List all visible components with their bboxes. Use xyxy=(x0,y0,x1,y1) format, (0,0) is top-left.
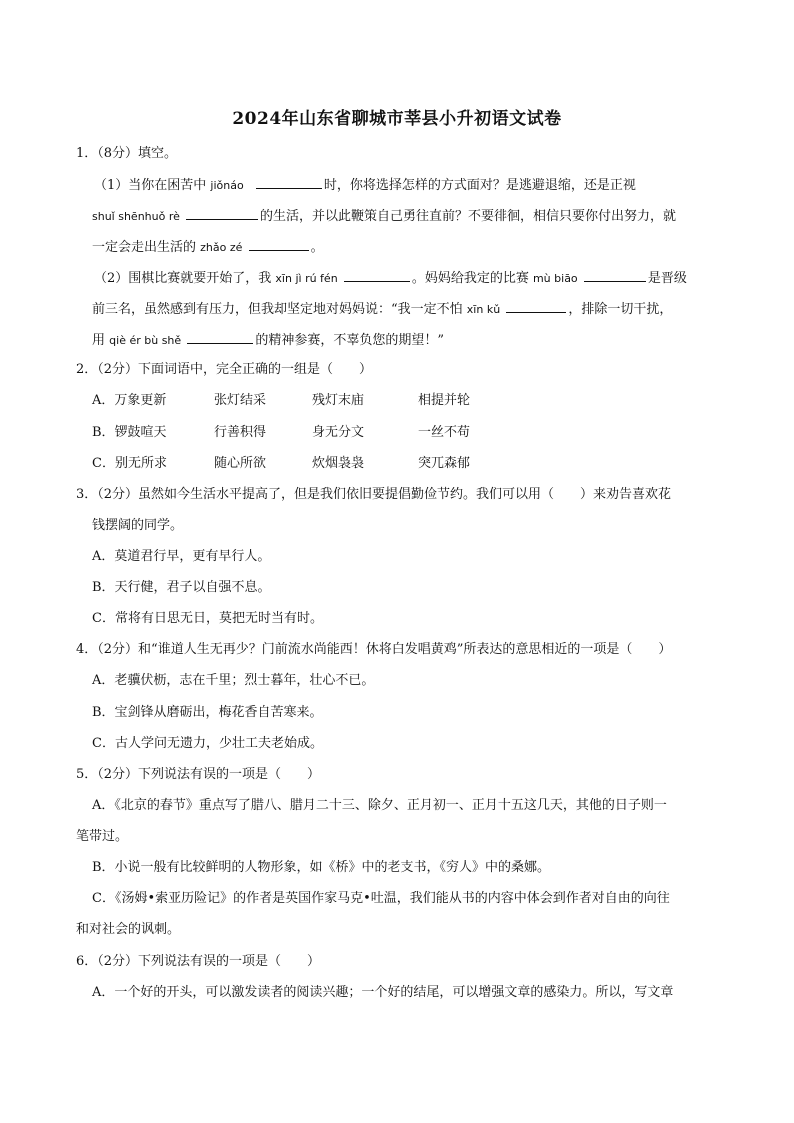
pinyin: xīn jì rú fén xyxy=(275,272,338,285)
q1-part1-line3 xyxy=(92,236,324,258)
q2-option-a[interactable] xyxy=(92,391,470,411)
pinyin: xīn kǔ xyxy=(466,303,501,316)
q1-part2-line2 xyxy=(92,298,672,320)
q1-text: ，排除一切干扰， xyxy=(568,302,673,317)
option-word: 相提并轮 xyxy=(418,393,471,408)
q4-option-c[interactable]: C．古人学问无遗力，少壮工夫老始成。 xyxy=(92,736,323,751)
q5-option-b[interactable]: B．小说一般有比较鲜明的人物形象，如《桥》中的老支书，《穷人》中的桑娜。 xyxy=(92,860,551,875)
q4-option-b[interactable]: B．宝剑锋从磨砺出，梅花香自苦寒来。 xyxy=(92,705,323,720)
q1-part2-line1 xyxy=(94,267,687,289)
q1-text: 前三名，虽然感到有压力，但我却坚定地对妈妈说：“我一定不怕 xyxy=(92,302,463,317)
q6-option-a[interactable]: A．一个好的开头，可以激发读者的阅读兴趣；一个好的结尾，可以增强文章的感染力。所以，写文章 xyxy=(92,985,674,1000)
q3-option-a[interactable]: A．莫道君行早，更有早行人。 xyxy=(92,549,271,564)
answer-blank[interactable] xyxy=(256,174,322,189)
q1-text: 用 xyxy=(92,333,106,348)
option-word: C．别无所求 xyxy=(92,456,167,471)
option-word: B．锣鼓喧天 xyxy=(92,425,167,440)
q1-part2-line3 xyxy=(92,329,444,351)
q1-text: 一定会走出生活的 xyxy=(92,240,197,255)
q1-text: 时，你将选择怎样的方式面对？是逃避退缩，还是正视 xyxy=(323,178,636,193)
q4-option-a[interactable]: A．老骥伏枥，志在千里；烈士暮年，壮心不已。 xyxy=(92,673,375,688)
option-word: 随心所欲 xyxy=(214,456,267,471)
q1-part1-line1 xyxy=(94,174,636,196)
pinyin: zhǎo zé xyxy=(200,241,243,254)
q1-text: （2）围棋比赛就要开始了，我 xyxy=(94,271,272,286)
answer-blank[interactable] xyxy=(249,236,309,251)
pinyin: mù biāo xyxy=(532,272,578,285)
q2-heading: 2．（2分）下面词语中，完全正确的一组是（ ） xyxy=(76,362,373,377)
option-word: 一丝不苟 xyxy=(418,425,471,440)
q2-option-c[interactable] xyxy=(92,454,470,474)
answer-blank[interactable] xyxy=(506,298,566,313)
q1-text: 的生活，并以此鞭策自己勇往直前？不要徘徊，相信只要你付出努力，就 xyxy=(260,209,677,224)
q1-text: 。 xyxy=(310,240,324,255)
answer-blank[interactable] xyxy=(344,267,410,282)
answer-blank[interactable] xyxy=(584,267,646,282)
q5-option-a[interactable]: A．《北京的春节》重点写了腊八、腊月二十三、除夕、正月初一、正月十五这几天，其他的日子则一 xyxy=(92,798,667,813)
option-word: 张灯结采 xyxy=(214,393,267,408)
option-word: 炊烟袅袅 xyxy=(312,456,365,471)
pinyin: qiè ér bù shě xyxy=(109,334,182,347)
q3-option-b[interactable]: B．天行健，君子以自强不息。 xyxy=(92,580,271,595)
pinyin: jiǒnáo xyxy=(210,179,244,192)
q5-option-c[interactable]: C．《汤姆•索亚历险记》的作者是英国作家马克•吐温，我们能从书的内容中体会到作者对自由的向往 xyxy=(92,891,670,906)
q5-heading: 5．（2分）下列说法有误的一项是（ ） xyxy=(76,767,321,782)
option-word: 残灯末庙 xyxy=(312,393,365,408)
q6-heading: 6．（2分）下列说法有误的一项是（ ） xyxy=(76,954,321,969)
q1-text: 的精神参赛，不辜负您的期望！” xyxy=(255,333,444,348)
q4-heading: 4．（2分）和“谁道人生无再少？门前流水尚能西！休将白发唱黄鸡”所表达的意思相近的一项是（ ） xyxy=(76,642,672,657)
q1-text: 是晋级 xyxy=(647,271,687,286)
q3-heading: 3．（2分）虽然如今生活水平提高了，但是我们依旧要提倡勤俭节约。我们可以用（ ）来劝告喜欢花 xyxy=(76,487,672,502)
pinyin: shuǐ shēnhuǒ rè xyxy=(92,210,180,223)
answer-blank[interactable] xyxy=(186,205,258,220)
option-word: 身无分文 xyxy=(312,425,365,440)
option-word: A．万象更新 xyxy=(92,393,167,408)
q5-option-a-cont: 笔带过。 xyxy=(76,829,129,844)
option-word: 突兀森郁 xyxy=(418,456,471,471)
q1-part1-line2 xyxy=(92,205,676,227)
q1-text: 。妈妈给我定的比赛 xyxy=(411,271,529,286)
q2-option-b[interactable] xyxy=(92,423,470,443)
q1-heading: 1．（8分）填空。 xyxy=(76,146,178,161)
q5-option-c-cont: 和对社会的讽刺。 xyxy=(76,922,181,937)
option-word: 行善积得 xyxy=(214,425,267,440)
q1-text: （1）当你在困苦中 xyxy=(94,178,207,193)
page-title: 2024年山东省聊城市莘县小升初语文试卷 xyxy=(232,109,562,129)
answer-blank[interactable] xyxy=(187,329,253,344)
q3-heading-cont: 钱摆阔的同学。 xyxy=(92,518,184,533)
q3-option-c[interactable]: C．常将有日思无日，莫把无时当有时。 xyxy=(92,611,323,626)
